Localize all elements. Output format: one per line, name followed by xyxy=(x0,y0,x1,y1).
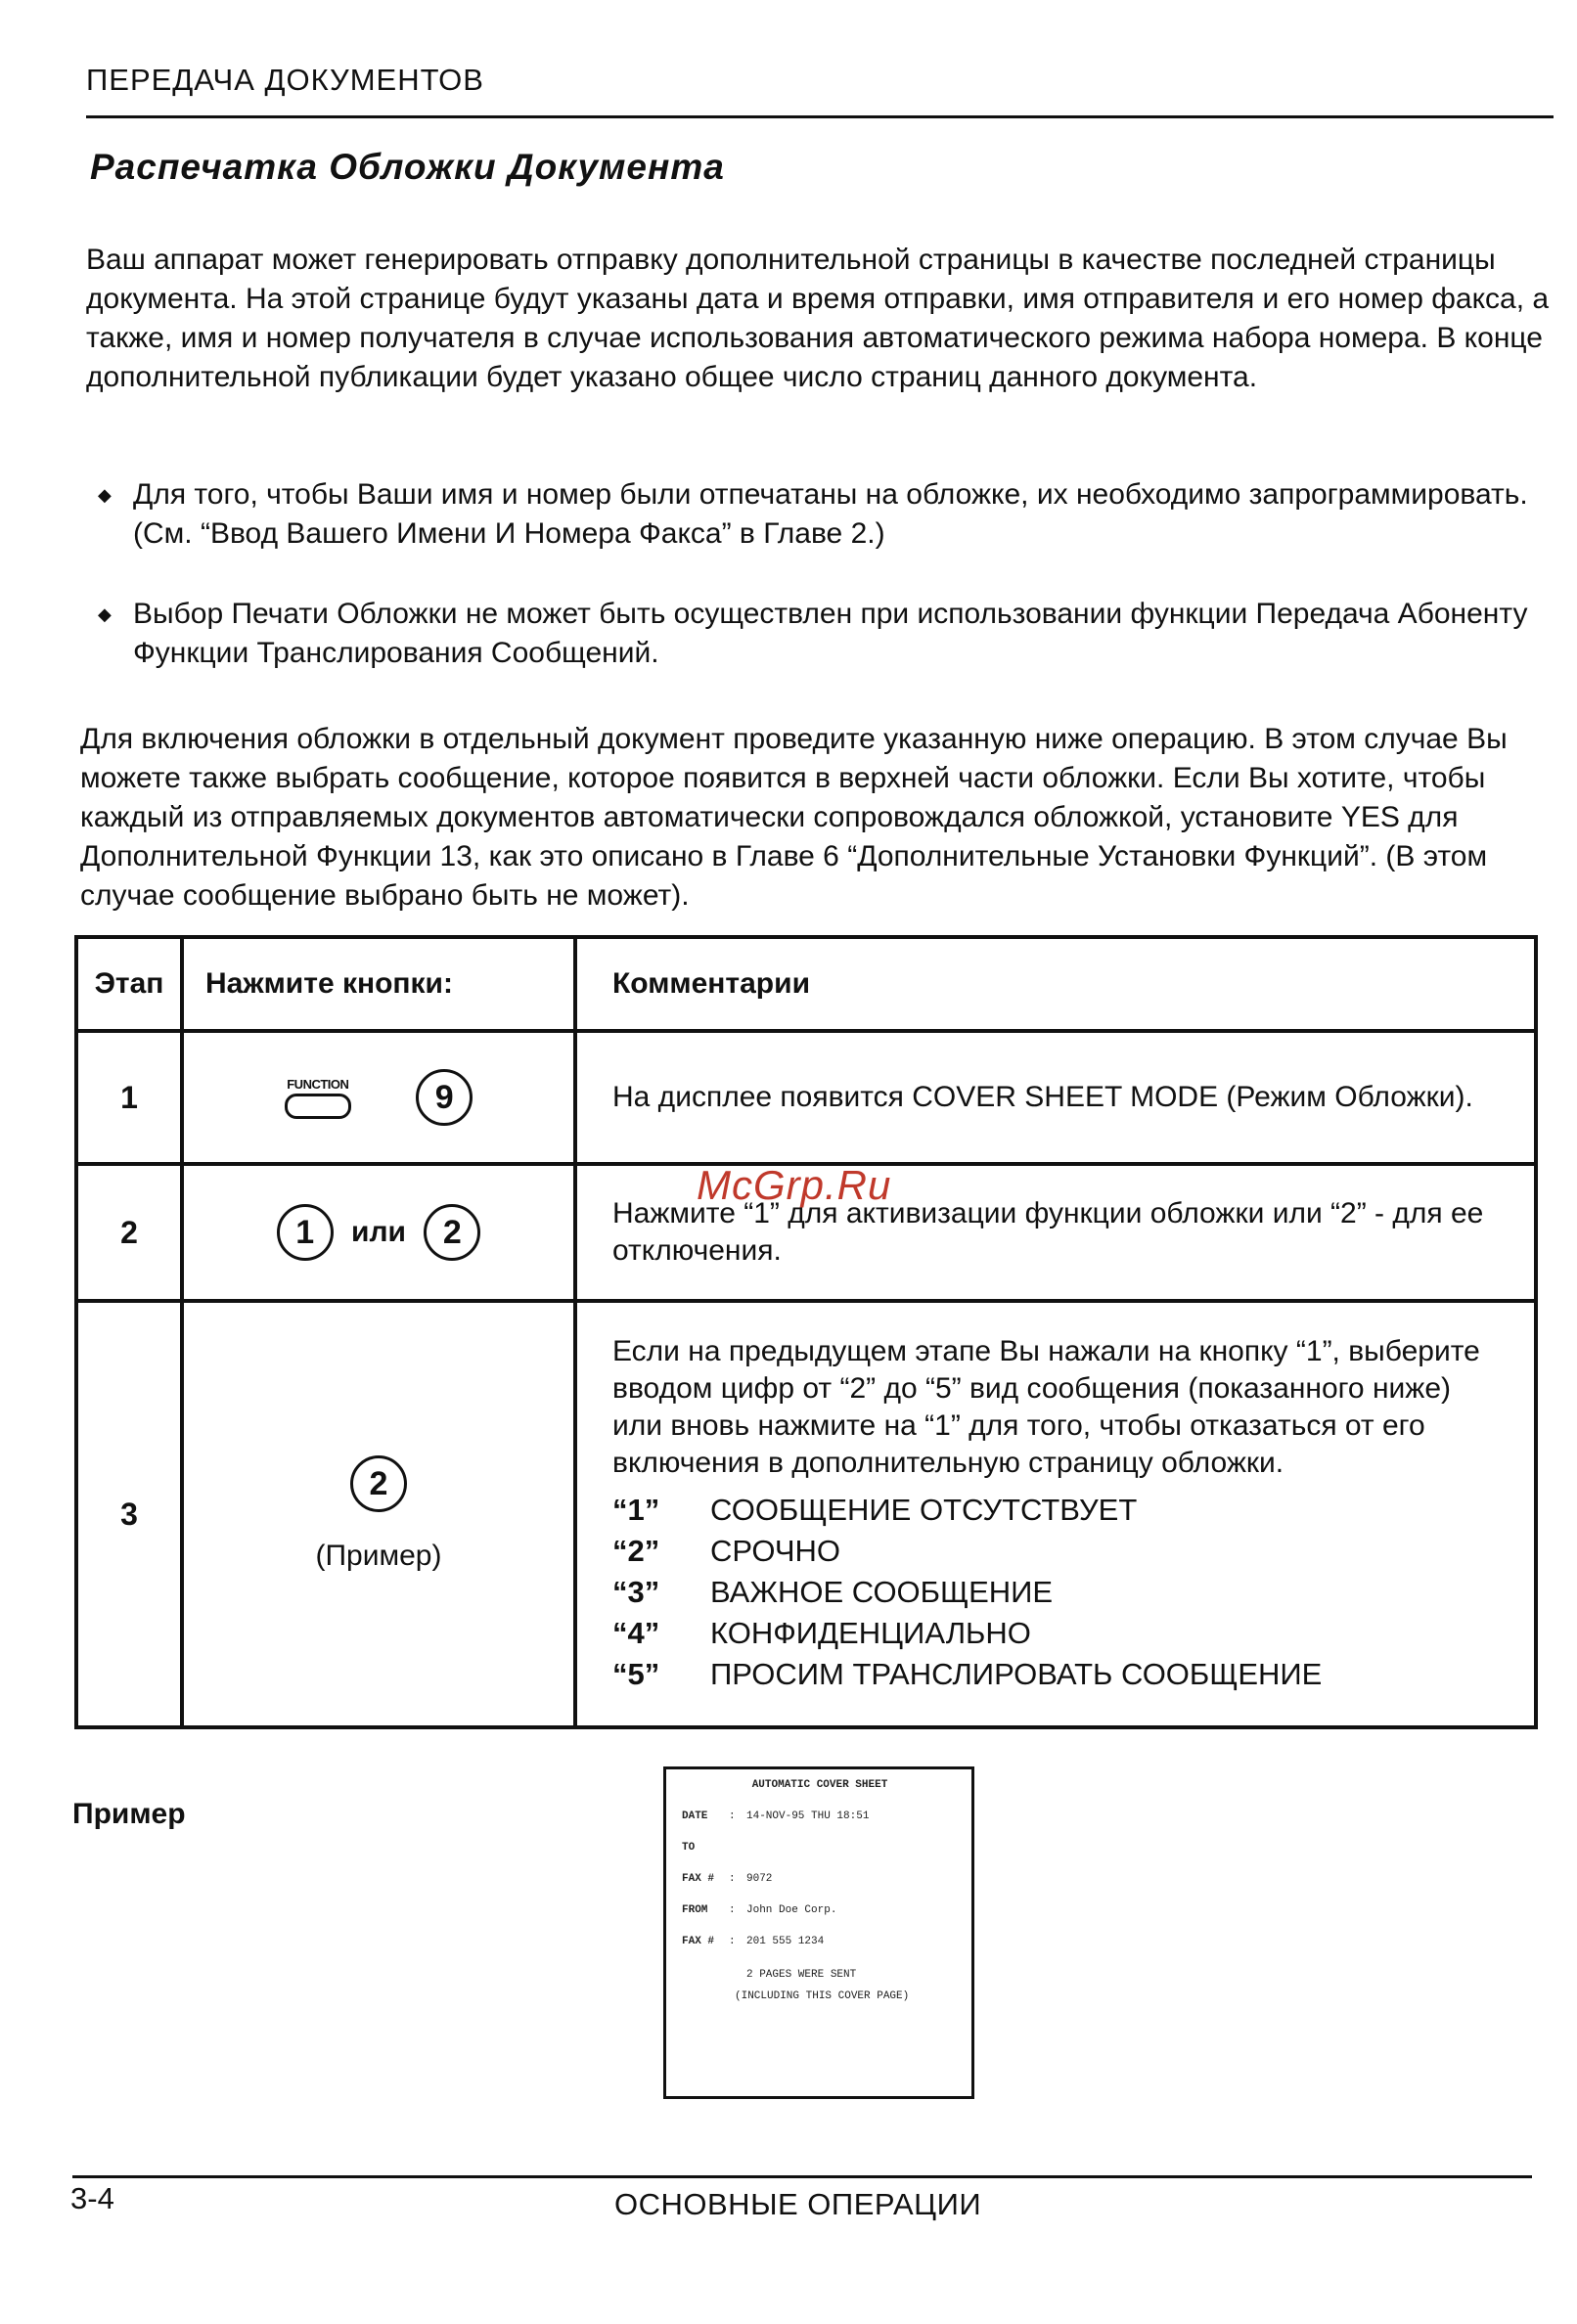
footer-title: ОСНОВНЫЕ ОПЕРАЦИИ xyxy=(614,2187,982,2221)
notes-list xyxy=(98,475,1555,714)
note-item: ◆ Выбор Печати Обложки не может быть осуществлен при использовании функции Передача Абоненту Функции Транслирования Сообщений. xyxy=(98,595,1555,673)
section-title: Распечатка Обложки Документа xyxy=(90,147,725,187)
message-text: ВАЖНОЕ СООБЩЕНИЕ xyxy=(710,1575,1054,1609)
step-comment: На дисплее появится COVER SHEET MODE (Режим Обложки). xyxy=(575,1031,1536,1164)
message-code: “5” xyxy=(612,1657,660,1691)
message-option xyxy=(612,1654,1507,1695)
table-row xyxy=(76,1301,1536,1727)
message-options xyxy=(612,1490,1507,1695)
digit-key-icon: 2 xyxy=(350,1455,407,1512)
message-option xyxy=(612,1490,1507,1531)
footer-rule xyxy=(72,2175,1532,2178)
note-item: ◆ Для того, чтобы Ваши имя и номер были отпечатаны на обложке, их необходимо запрограммировать. (См. “Ввод Вашего Имени И Номера Факса” в Главе 2.) xyxy=(98,475,1555,554)
instruction-paragraph: Для включения обложки в отдельный документ проведите указанную ниже операцию. В этом случае Вы можете также выбрать сообщение, которое появится в верхней части обложки. Если Вы хотите, чтобы каждый из отправляемых документов автоматически сопровождался обложкой, установите YES для Дополнительной Функции 13, как это описано в Главе 6 “Дополнительные Установки Функций”. (В этом случае сообщение выбрано быть не может). xyxy=(80,723,1508,912)
message-code: “2” xyxy=(612,1534,660,1568)
cover-sheet-sample xyxy=(663,1766,974,2099)
message-text: СООБЩЕНИЕ ОТСУТСТВУЕТ xyxy=(710,1493,1138,1527)
cover-sheet-line: DATE : 14-NOV-95 THU 18:51 xyxy=(682,1810,870,1822)
step-number: 2 xyxy=(76,1164,182,1301)
cover-including-line: (INCLUDING THIS COVER PAGE) xyxy=(735,1990,910,2002)
steps-table xyxy=(74,935,1538,1729)
digit-key-icon: 2 xyxy=(424,1204,480,1261)
key-sequence xyxy=(182,1164,575,1301)
message-text: КОНФИДЕНЦИАЛЬНО xyxy=(710,1616,1031,1650)
example-caption: (Пример) xyxy=(315,1540,442,1572)
step-number: 1 xyxy=(76,1031,182,1164)
page-header-title: ПЕРЕДАЧА ДОКУМЕНТОВ xyxy=(86,63,484,97)
digit-key-icon: 9 xyxy=(416,1069,473,1126)
page-number: 3-4 xyxy=(70,2181,114,2215)
step-number: 3 xyxy=(76,1301,182,1727)
step-comment-cell xyxy=(575,1301,1536,1727)
message-text: СРОЧНО xyxy=(710,1534,840,1568)
message-text: ПРОСИМ ТРАНСЛИРОВАТЬ СООБЩЕНИЕ xyxy=(710,1657,1323,1691)
cover-field-value: John Doe Corp. xyxy=(746,1904,837,1916)
table-row xyxy=(76,1031,1536,1164)
cover-sheet-line xyxy=(682,1842,958,1854)
example-heading: Пример xyxy=(72,1798,186,1830)
message-code: “1” xyxy=(612,1493,660,1527)
cover-field-label: FAX # xyxy=(682,1873,715,1885)
digit-key-icon: 1 xyxy=(277,1204,334,1261)
cover-sheet-line: FAX # : 201 555 1234 xyxy=(682,1936,825,1947)
cover-sheet-title: AUTOMATIC COVER SHEET xyxy=(751,1779,888,1791)
cover-field-label: FAX # xyxy=(682,1936,715,1947)
message-code: “4” xyxy=(612,1616,660,1650)
message-option xyxy=(612,1572,1507,1613)
cover-field-label: TO xyxy=(682,1842,696,1854)
header-rule xyxy=(86,115,1554,118)
header-keys: Нажмите кнопки: xyxy=(182,937,575,1031)
cover-sheet-line: FAX # : 9072 xyxy=(682,1873,773,1885)
step-comment: Если на предыдущем этапе Вы нажали на кнопку “1”, выберите вводом цифр от “2” до “5” вид сообщения (показанного ниже) или вновь нажмите на “1” для того, чтобы отказаться от его включения в дополнительную страницу обложки. xyxy=(612,1335,1480,1479)
cover-field-label: FROM xyxy=(682,1904,708,1916)
cover-sheet-content xyxy=(682,1779,958,2002)
function-button-icon xyxy=(285,1094,351,1119)
header-comments: Комментарии xyxy=(575,937,1536,1031)
key-sequence xyxy=(182,1301,575,1727)
watermark: McGrp.Ru xyxy=(697,1162,892,1208)
intro-paragraph: Ваш аппарат может генерировать отправку дополнительной страницы в качестве последней страницы документа. На этой странице будут указаны дата и время отправки, имя отправителя и его номер факса, а также, имя и номер получателя в случае использования автоматического режима набора номера. В конце дополнительной публикации будет указано общее число страниц данного документа. xyxy=(86,244,1550,393)
cover-field-value: 14-NOV-95 THU 18:51 xyxy=(746,1810,870,1822)
message-code: “3” xyxy=(612,1575,660,1609)
cover-sheet-line: FROM : John Doe Corp. xyxy=(682,1904,837,1916)
table-header-row xyxy=(76,937,1536,1031)
cover-field-label: DATE xyxy=(682,1810,708,1822)
header-step: Этап xyxy=(76,937,182,1031)
cover-field-value: 201 555 1234 xyxy=(746,1936,825,1947)
function-key xyxy=(285,1077,351,1119)
or-label: или xyxy=(351,1216,406,1248)
message-option xyxy=(612,1531,1507,1572)
cover-pages-line: 2 PAGES WERE SENT xyxy=(746,1969,857,1981)
step-comment: Нажмите “1” для активизации функции обложки или “2” - для ее отключения. xyxy=(575,1164,1536,1301)
key-sequence xyxy=(182,1031,575,1164)
function-key-label: FUNCTION xyxy=(287,1076,349,1092)
message-option xyxy=(612,1613,1507,1654)
cover-field-value: 9072 xyxy=(746,1873,773,1885)
